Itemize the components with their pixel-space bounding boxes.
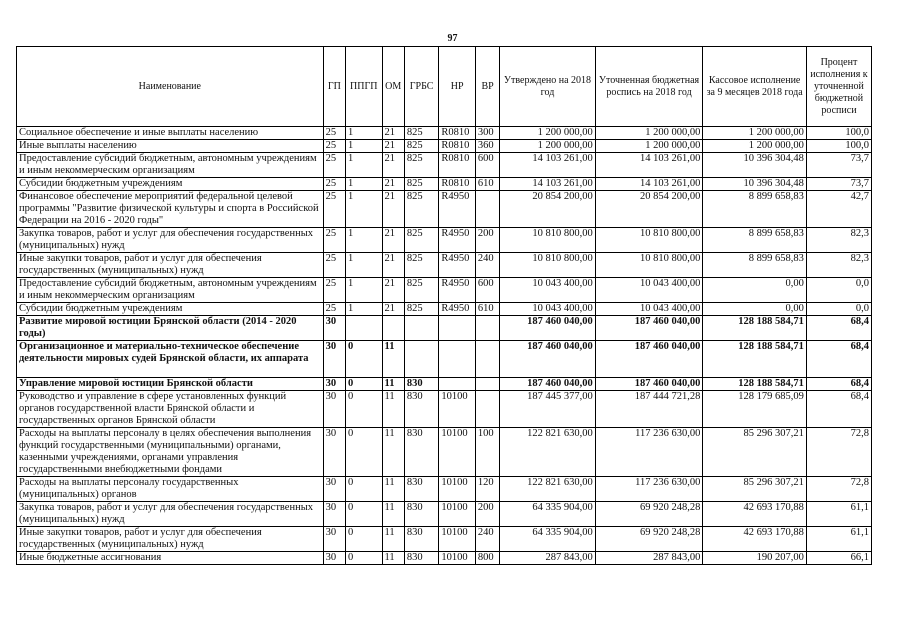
row-percent: 61,1 [806, 527, 871, 552]
row-grbs: 825 [404, 127, 439, 140]
table-row [17, 191, 872, 228]
row-name: Финансовое обеспечение мероприятий федеральной целевой программы "Развитие физической культуры и спорта в Российской Федерации на 2016 - 2020 годы" [17, 191, 324, 228]
row-ppgp: 0 [345, 428, 382, 477]
row-refined: 187 460 040,00 [595, 316, 703, 341]
row-refined: 69 920 248,28 [595, 502, 703, 527]
row-om: 21 [382, 140, 404, 153]
row-ppgp [345, 316, 382, 341]
row-gp: 30 [323, 341, 345, 378]
row-cash: 8 899 658,83 [703, 228, 807, 253]
row-np: 10100 [439, 477, 476, 502]
row-grbs: 830 [404, 391, 439, 428]
row-vr: 200 [475, 502, 499, 527]
header-name: Наименование [17, 47, 324, 127]
row-vr [475, 378, 499, 391]
budget-table [16, 46, 872, 565]
table-row [17, 153, 872, 178]
row-gp: 30 [323, 552, 345, 565]
row-grbs: 825 [404, 178, 439, 191]
row-np: R0810 [439, 140, 476, 153]
row-grbs [404, 316, 439, 341]
row-cash: 10 396 304,48 [703, 178, 807, 191]
row-vr [475, 191, 499, 228]
row-np: R0810 [439, 153, 476, 178]
row-vr [475, 341, 499, 378]
row-cash: 8 899 658,83 [703, 191, 807, 228]
row-cash: 128 188 584,71 [703, 378, 807, 391]
row-refined: 10 810 800,00 [595, 253, 703, 278]
row-percent: 73,7 [806, 178, 871, 191]
row-refined: 287 843,00 [595, 552, 703, 565]
row-grbs: 825 [404, 140, 439, 153]
row-approved: 187 460 040,00 [500, 378, 595, 391]
row-gp: 25 [323, 127, 345, 140]
row-name: Иные выплаты населению [17, 140, 324, 153]
row-vr: 100 [475, 428, 499, 477]
row-np: R4950 [439, 278, 476, 303]
row-grbs: 825 [404, 303, 439, 316]
row-np: R4950 [439, 191, 476, 228]
row-grbs: 825 [404, 228, 439, 253]
row-np: 10100 [439, 502, 476, 527]
row-om: 21 [382, 178, 404, 191]
table-row [17, 502, 872, 527]
row-gp: 30 [323, 477, 345, 502]
row-approved: 187 460 040,00 [500, 316, 595, 341]
row-name: Закупка товаров, работ и услуг для обеспечения государственных (муниципальных) нужд [17, 502, 324, 527]
table-row [17, 140, 872, 153]
row-name: Иные закупки товаров, работ и услуг для обеспечения государственных (муниципальных) нужд [17, 253, 324, 278]
row-ppgp: 1 [345, 253, 382, 278]
row-refined: 20 854 200,00 [595, 191, 703, 228]
row-refined: 1 200 000,00 [595, 127, 703, 140]
table-row [17, 552, 872, 565]
table-row [17, 278, 872, 303]
row-om: 21 [382, 127, 404, 140]
row-ppgp: 0 [345, 341, 382, 378]
row-approved: 10 810 800,00 [500, 228, 595, 253]
row-gp: 25 [323, 191, 345, 228]
row-gp: 25 [323, 153, 345, 178]
row-ppgp: 1 [345, 278, 382, 303]
table-row [17, 253, 872, 278]
row-percent: 100,0 [806, 127, 871, 140]
row-ppgp: 1 [345, 127, 382, 140]
row-approved: 14 103 261,00 [500, 153, 595, 178]
row-name: Расходы на выплаты персоналу в целях обеспечения выполнения функций государственными (муниципальными) органами, казенными учреждениями, органами управления государственными внебюджетными фондами [17, 428, 324, 477]
row-approved: 1 200 000,00 [500, 127, 595, 140]
row-percent: 73,7 [806, 153, 871, 178]
row-ppgp: 0 [345, 527, 382, 552]
row-gp: 25 [323, 228, 345, 253]
row-om: 21 [382, 153, 404, 178]
row-om: 11 [382, 341, 404, 378]
row-vr: 300 [475, 127, 499, 140]
row-ppgp: 1 [345, 191, 382, 228]
row-approved: 122 821 630,00 [500, 428, 595, 477]
row-gp: 25 [323, 253, 345, 278]
row-refined: 10 043 400,00 [595, 278, 703, 303]
row-refined: 187 460 040,00 [595, 378, 703, 391]
header-grbs: ГРБС [404, 47, 439, 127]
row-vr [475, 316, 499, 341]
row-name: Предоставление субсидий бюджетным, автономным учреждениям и иным некоммерческим организациям [17, 278, 324, 303]
row-np: R4950 [439, 303, 476, 316]
row-ppgp: 0 [345, 391, 382, 428]
row-refined: 187 460 040,00 [595, 341, 703, 378]
row-percent: 68,4 [806, 378, 871, 391]
row-refined: 10 810 800,00 [595, 228, 703, 253]
row-gp: 30 [323, 316, 345, 341]
row-grbs: 830 [404, 527, 439, 552]
row-refined: 14 103 261,00 [595, 153, 703, 178]
table-row [17, 316, 872, 341]
row-grbs: 825 [404, 253, 439, 278]
row-grbs: 825 [404, 153, 439, 178]
row-cash: 0,00 [703, 303, 807, 316]
row-cash: 128 188 584,71 [703, 316, 807, 341]
row-refined: 117 236 630,00 [595, 428, 703, 477]
table-row [17, 477, 872, 502]
row-om: 11 [382, 552, 404, 565]
row-refined: 10 043 400,00 [595, 303, 703, 316]
row-cash: 1 200 000,00 [703, 127, 807, 140]
header-om: ОМ [382, 47, 404, 127]
row-name: Управление мировой юстиции Брянской области [17, 378, 324, 391]
row-refined: 14 103 261,00 [595, 178, 703, 191]
row-name: Социальное обеспечение и иные выплаты населению [17, 127, 324, 140]
row-ppgp: 0 [345, 477, 382, 502]
row-np: 10100 [439, 552, 476, 565]
row-np: R4950 [439, 253, 476, 278]
row-approved: 287 843,00 [500, 552, 595, 565]
row-gp: 30 [323, 378, 345, 391]
row-approved: 187 445 377,00 [500, 391, 595, 428]
row-grbs: 830 [404, 502, 439, 527]
table-row [17, 378, 872, 391]
row-np [439, 341, 476, 378]
row-om: 21 [382, 253, 404, 278]
row-approved: 187 460 040,00 [500, 341, 595, 378]
row-cash: 0,00 [703, 278, 807, 303]
row-vr: 600 [475, 278, 499, 303]
table-row [17, 527, 872, 552]
row-name: Закупка товаров, работ и услуг для обеспечения государственных (муниципальных) нужд [17, 228, 324, 253]
row-vr [475, 391, 499, 428]
table-row [17, 391, 872, 428]
row-np: R0810 [439, 127, 476, 140]
header-percent: Процент исполнения к уточненной бюджетной росписи [806, 47, 871, 127]
row-vr: 610 [475, 178, 499, 191]
row-vr: 240 [475, 527, 499, 552]
row-percent: 72,8 [806, 428, 871, 477]
row-cash: 42 693 170,88 [703, 502, 807, 527]
row-cash: 85 296 307,21 [703, 428, 807, 477]
row-np: 10100 [439, 428, 476, 477]
row-approved: 122 821 630,00 [500, 477, 595, 502]
header-vr: ВР [475, 47, 499, 127]
row-approved: 64 335 904,00 [500, 527, 595, 552]
row-grbs: 830 [404, 552, 439, 565]
row-name: Развитие мировой юстиции Брянской области (2014 - 2020 годы) [17, 316, 324, 341]
row-refined: 1 200 000,00 [595, 140, 703, 153]
row-name: Иные закупки товаров, работ и услуг для обеспечения государственных (муниципальных) нужд [17, 527, 324, 552]
row-percent: 68,4 [806, 391, 871, 428]
row-grbs: 825 [404, 191, 439, 228]
row-cash: 85 296 307,21 [703, 477, 807, 502]
row-gp: 30 [323, 527, 345, 552]
row-cash: 8 899 658,83 [703, 253, 807, 278]
row-percent: 42,7 [806, 191, 871, 228]
row-percent: 72,8 [806, 477, 871, 502]
row-percent: 66,1 [806, 552, 871, 565]
row-np: 10100 [439, 527, 476, 552]
row-name: Организационное и материально-техническое обеспечение деятельности мировых судей Брянской области, их аппарата [17, 341, 324, 378]
table-row [17, 178, 872, 191]
row-approved: 14 103 261,00 [500, 178, 595, 191]
row-cash: 1 200 000,00 [703, 140, 807, 153]
page-number: 97 [447, 33, 458, 44]
row-vr: 600 [475, 153, 499, 178]
row-approved: 10 810 800,00 [500, 253, 595, 278]
header-approved: Утверждено на 2018 год [500, 47, 595, 127]
row-np [439, 378, 476, 391]
row-ppgp: 1 [345, 228, 382, 253]
row-cash: 190 207,00 [703, 552, 807, 565]
table-row [17, 228, 872, 253]
row-refined: 187 444 721,28 [595, 391, 703, 428]
row-cash: 128 188 584,71 [703, 341, 807, 378]
row-percent: 68,4 [806, 341, 871, 378]
row-percent: 61,1 [806, 502, 871, 527]
header-np: НР [439, 47, 476, 127]
row-grbs: 830 [404, 378, 439, 391]
row-vr: 360 [475, 140, 499, 153]
row-gp: 30 [323, 502, 345, 527]
row-gp: 25 [323, 303, 345, 316]
row-approved: 20 854 200,00 [500, 191, 595, 228]
row-om [382, 316, 404, 341]
header-refined: Уточненная бюджетная роспись на 2018 год [595, 47, 703, 127]
row-np: 10100 [439, 391, 476, 428]
row-gp: 30 [323, 391, 345, 428]
row-om: 21 [382, 303, 404, 316]
row-name: Субсидии бюджетным учреждениям [17, 303, 324, 316]
row-grbs: 825 [404, 278, 439, 303]
row-om: 11 [382, 527, 404, 552]
row-om: 11 [382, 378, 404, 391]
row-percent: 0,0 [806, 278, 871, 303]
row-approved: 64 335 904,00 [500, 502, 595, 527]
row-ppgp: 1 [345, 140, 382, 153]
table-row [17, 428, 872, 477]
header-gp: ГП [323, 47, 345, 127]
row-om: 21 [382, 278, 404, 303]
row-om: 11 [382, 477, 404, 502]
row-percent: 68,4 [806, 316, 871, 341]
header-cash: Кассовое исполнение за 9 месяцев 2018 года [703, 47, 807, 127]
row-cash: 42 693 170,88 [703, 527, 807, 552]
row-om: 21 [382, 191, 404, 228]
row-grbs [404, 341, 439, 378]
row-cash: 128 179 685,09 [703, 391, 807, 428]
row-ppgp: 0 [345, 552, 382, 565]
table-row [17, 341, 872, 378]
row-name: Предоставление субсидий бюджетным, автономным учреждениям и иным некоммерческим организациям [17, 153, 324, 178]
row-name: Расходы на выплаты персоналу государственных (муниципальных) органов [17, 477, 324, 502]
row-gp: 25 [323, 140, 345, 153]
row-ppgp: 0 [345, 378, 382, 391]
row-cash: 10 396 304,48 [703, 153, 807, 178]
row-approved: 10 043 400,00 [500, 303, 595, 316]
row-ppgp: 1 [345, 178, 382, 191]
row-grbs: 830 [404, 477, 439, 502]
row-name: Субсидии бюджетным учреждениям [17, 178, 324, 191]
row-approved: 10 043 400,00 [500, 278, 595, 303]
row-vr: 120 [475, 477, 499, 502]
table-row [17, 127, 872, 140]
row-om: 11 [382, 391, 404, 428]
row-percent: 82,3 [806, 253, 871, 278]
row-np: R0810 [439, 178, 476, 191]
row-vr: 610 [475, 303, 499, 316]
row-ppgp: 1 [345, 153, 382, 178]
header-row [17, 47, 872, 127]
row-om: 21 [382, 228, 404, 253]
row-ppgp: 0 [345, 502, 382, 527]
row-name: Иные бюджетные ассигнования [17, 552, 324, 565]
row-vr: 800 [475, 552, 499, 565]
table-row [17, 303, 872, 316]
row-vr: 240 [475, 253, 499, 278]
row-vr: 200 [475, 228, 499, 253]
row-np: R4950 [439, 228, 476, 253]
row-gp: 25 [323, 278, 345, 303]
row-refined: 117 236 630,00 [595, 477, 703, 502]
row-percent: 100,0 [806, 140, 871, 153]
row-gp: 30 [323, 428, 345, 477]
row-percent: 82,3 [806, 228, 871, 253]
row-om: 11 [382, 502, 404, 527]
row-np [439, 316, 476, 341]
row-approved: 1 200 000,00 [500, 140, 595, 153]
row-name: Руководство и управление в сфере установленных функций органов государственной власти Брянской области и государственных органов Брянской области [17, 391, 324, 428]
header-ppgp: ППГП [345, 47, 382, 127]
row-om: 11 [382, 428, 404, 477]
row-gp: 25 [323, 178, 345, 191]
row-refined: 69 920 248,28 [595, 527, 703, 552]
row-ppgp: 1 [345, 303, 382, 316]
row-grbs: 830 [404, 428, 439, 477]
row-percent: 0,0 [806, 303, 871, 316]
